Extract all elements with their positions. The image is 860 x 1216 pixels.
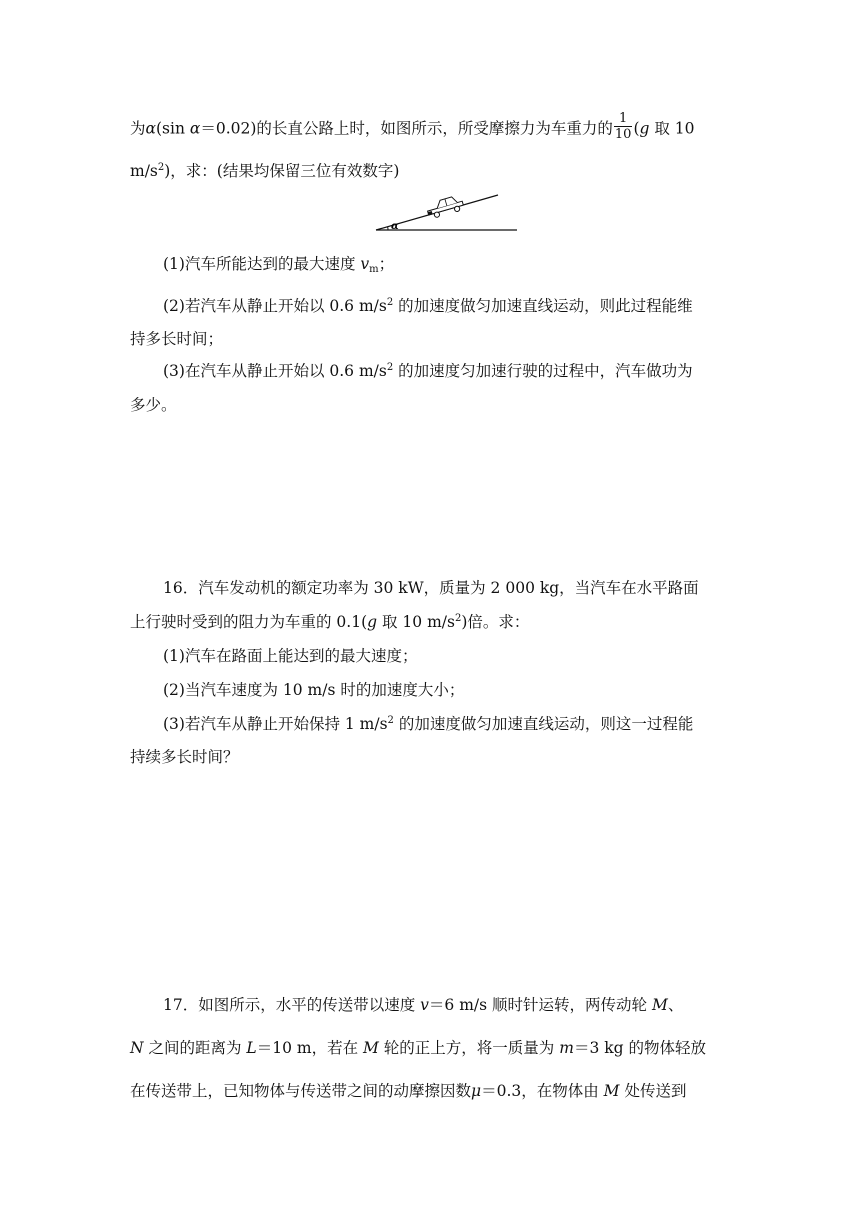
q16-line-1: 16．汽车发动机的额定功率为 30 kW，质量为 2 000 kg，当汽车在水平路面 bbox=[163, 579, 699, 597]
q15-part-2-line-2: 持多长时间； bbox=[130, 330, 224, 348]
q16-part-2: (2)当汽车速度为 10 m/s 时的加速度大小； bbox=[163, 681, 465, 699]
car-icon bbox=[426, 194, 465, 219]
q17-line-1: 17．如图所示，水平的传送带以速度 v＝6 m/s 顺时针运转，两传动轮 M、 bbox=[163, 996, 684, 1014]
q17-line-3: 在传送带上，已知物体与传送带之间的动摩擦因数μ＝0.3，在物体由 M 处传送到 bbox=[130, 1082, 687, 1100]
q15-part-3-line-1: (3)在汽车从静止开始以 0.6 $m/s^2$ 的加速度匀加速行驶的过程中，汽车做功为 bbox=[163, 362, 693, 380]
incline-car-figure bbox=[374, 186, 520, 236]
figure-alpha-label: α bbox=[391, 221, 399, 232]
q16-part-1: (1)汽车在路面上能达到的最大速度； bbox=[163, 647, 418, 665]
q15-part-1: (1)汽车所能达到的最大速度 $v_m$； bbox=[163, 255, 395, 275]
q17-line-2: N 之间的距离为 L＝10 m，若在 M 轮的正上方，将一质量为 m＝3 kg 的物体轻放 bbox=[130, 1039, 706, 1057]
q16-line-2: 上行驶时受到的阻力为车重的 0.1(g 取 10 $m/s^2$)倍。求： bbox=[130, 613, 530, 631]
q15-part-3-line-2: 多少。 bbox=[130, 396, 177, 414]
q15-line-1: 为α(sin α＝0.02)的长直公路上时，如图所示，所受摩擦力为车重力的 $\frac{1}{10}$ (g 取 10 bbox=[130, 111, 695, 142]
q15-line-2: $m/s^2$)，求：(结果均保留三位有效数字) bbox=[130, 162, 400, 180]
fraction-one-tenth: $\frac{1}{10}$ bbox=[614, 111, 632, 142]
q15-part-2-line-1: (2)若汽车从静止开始以 0.6 $m/s^2$ 的加速度做匀加速直线运动，则此过程能维 bbox=[163, 297, 693, 315]
q16-part-3-line-2: 持续多长时间？ bbox=[130, 748, 239, 766]
q16-part-3-line-1: (3)若汽车从静止开始保持 1 $m/s^2$ 的加速度做匀加速直线运动，则这一过程能 bbox=[163, 715, 694, 733]
